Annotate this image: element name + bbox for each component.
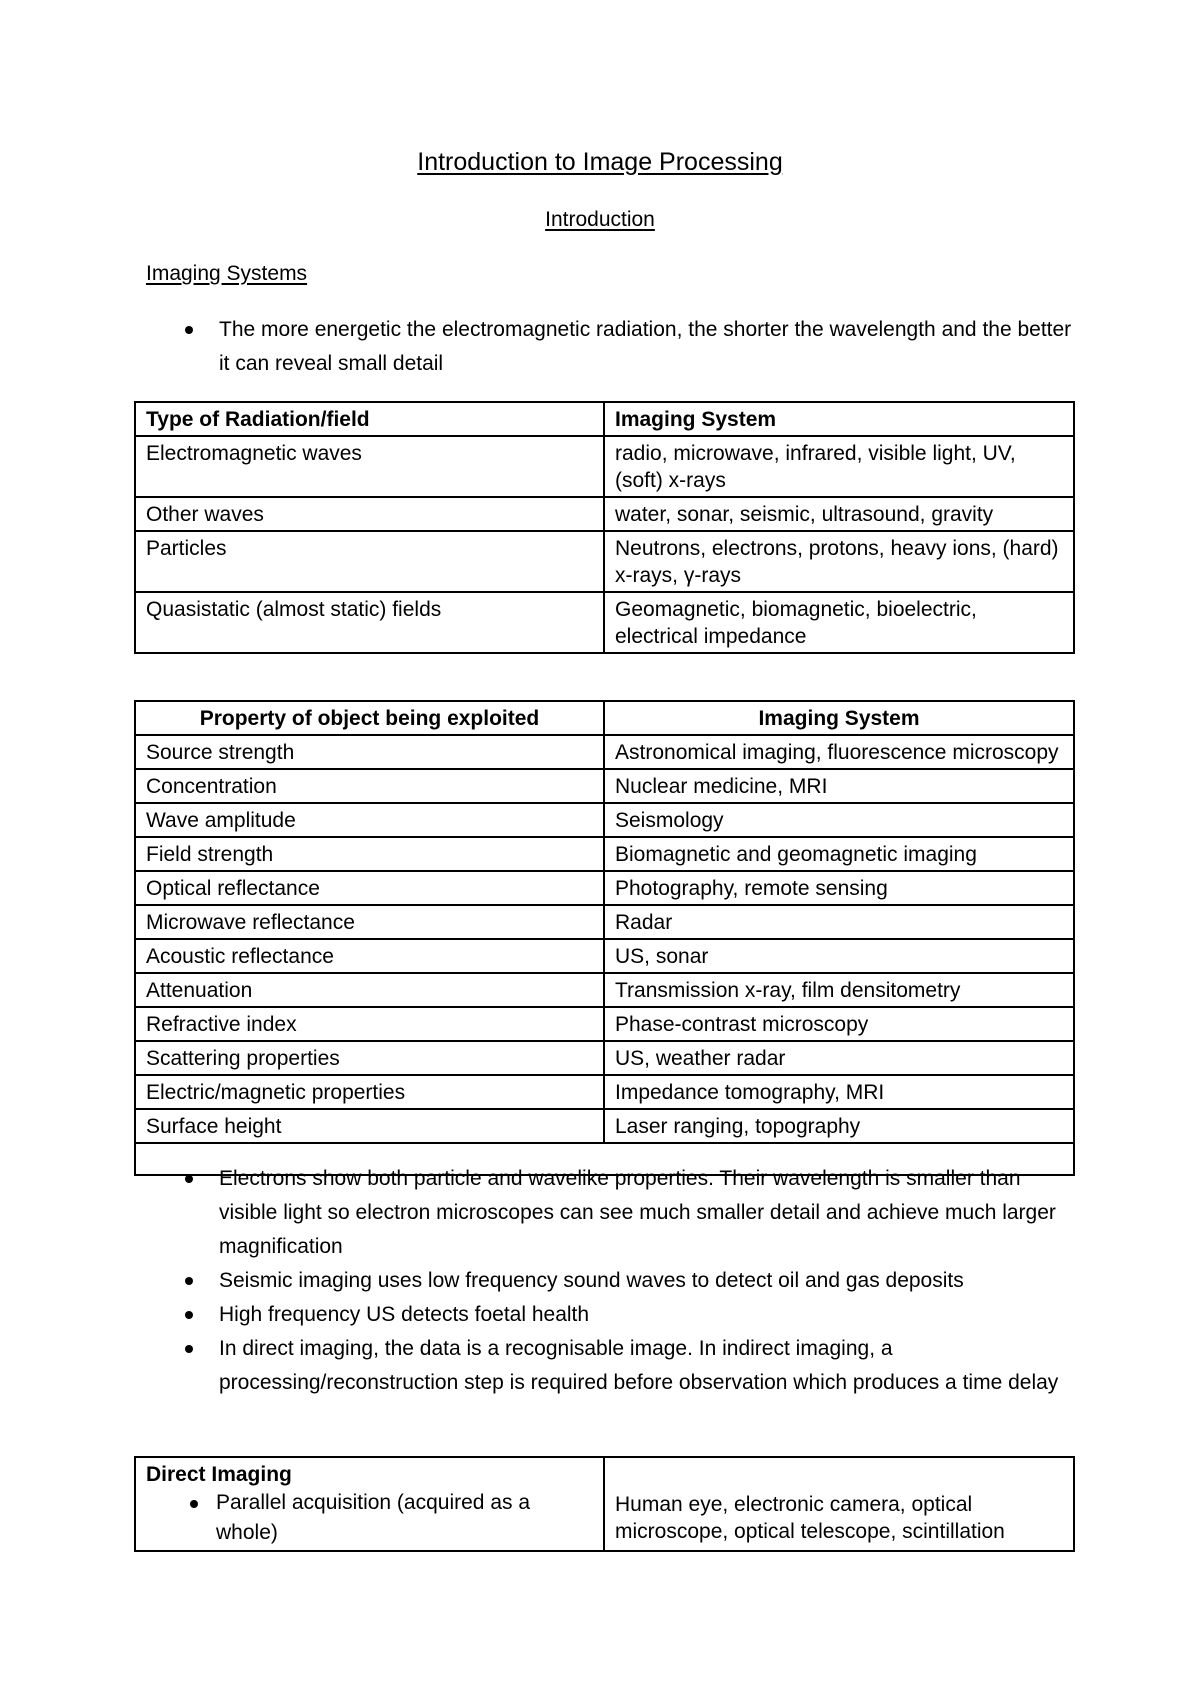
list-item: The more energetic the electromagnetic radiation, the shorter the wavelength and the better it can reveal small detail xyxy=(181,313,1081,381)
radiation-table xyxy=(134,401,1075,654)
table-row xyxy=(135,497,1074,531)
table-cell xyxy=(135,1457,604,1551)
table-cell: water, sonar, seismic, ultrasound, gravity xyxy=(604,497,1074,531)
table-cell: Astronomical imaging, fluorescence microscopy xyxy=(604,735,1074,769)
table-row xyxy=(135,973,1074,1007)
column-header: Property of object being exploited xyxy=(135,701,604,735)
table-cell: Human eye, electronic camera, optical microscope, optical telescope, scintillation xyxy=(604,1457,1074,1551)
table-cell: Radar xyxy=(604,905,1074,939)
subsection-heading: Imaging Systems xyxy=(146,262,308,285)
table-header-row xyxy=(135,701,1074,735)
page-title: Introduction to Image Processing xyxy=(417,148,783,176)
table-cell: Laser ranging, topography xyxy=(604,1109,1074,1143)
table-cell: Geomagnetic, biomagnetic, bioelectric, electrical impedance xyxy=(604,592,1074,653)
table-row xyxy=(135,769,1074,803)
table-row xyxy=(135,905,1074,939)
section-heading: Introduction xyxy=(545,208,655,231)
column-header: Imaging System xyxy=(604,402,1074,436)
table-cell: Other waves xyxy=(135,497,604,531)
table-cell: Electric/magnetic properties xyxy=(135,1075,604,1109)
table-cell: radio, microwave, infrared, visible light, UV, (soft) x-rays xyxy=(604,436,1074,497)
cell-heading: Direct Imaging xyxy=(146,1463,292,1486)
table-cell: Transmission x-ray, film densitometry xyxy=(604,973,1074,1007)
table-cell: Field strength xyxy=(135,837,604,871)
table-cell: Optical reflectance xyxy=(135,871,604,905)
table-cell: Seismology xyxy=(604,803,1074,837)
table-cell: Wave amplitude xyxy=(135,803,604,837)
table-row xyxy=(135,1075,1074,1109)
table-row xyxy=(135,436,1074,497)
table-cell: Biomagnetic and geomagnetic imaging xyxy=(604,837,1074,871)
table-cell: Nuclear medicine, MRI xyxy=(604,769,1074,803)
table-row xyxy=(135,531,1074,592)
list-item: Parallel acquisition (acquired as a whole) xyxy=(146,1488,593,1548)
table-cell: Electromagnetic waves xyxy=(135,436,604,497)
table-cell: Photography, remote sensing xyxy=(604,871,1074,905)
table-row xyxy=(135,1041,1074,1075)
table-row xyxy=(135,803,1074,837)
table-cell: Source strength xyxy=(135,735,604,769)
table-row xyxy=(135,1457,1074,1551)
property-table xyxy=(134,700,1075,1176)
table-cell: Surface height xyxy=(135,1109,604,1143)
table-cell: Attenuation xyxy=(135,973,604,1007)
table-cell: Concentration xyxy=(135,769,604,803)
table-row xyxy=(135,837,1074,871)
table-row xyxy=(135,592,1074,653)
table-cell: US, weather radar xyxy=(604,1041,1074,1075)
table-cell: Acoustic reflectance xyxy=(135,939,604,973)
list-item: High frequency US detects foetal health xyxy=(181,1298,1081,1332)
direct-imaging-table xyxy=(134,1456,1075,1552)
table-cell: Neutrons, electrons, protons, heavy ions, (hard) x-rays, γ-rays xyxy=(604,531,1074,592)
list-item: Electrons show both particle and wavelike properties. Their wavelength is smaller than visible light so electron microscopes can see much smaller detail and achieve much larger magnification xyxy=(181,1162,1081,1264)
body-bullet-list xyxy=(181,1162,1081,1400)
cell-bullet-list xyxy=(146,1488,593,1548)
table-row xyxy=(135,1109,1074,1143)
column-header: Type of Radiation/field xyxy=(135,402,604,436)
table-cell: US, sonar xyxy=(604,939,1074,973)
table-cell: Microwave reflectance xyxy=(135,905,604,939)
table-row xyxy=(135,871,1074,905)
table-cell: Quasistatic (almost static) fields xyxy=(135,592,604,653)
list-item: Seismic imaging uses low frequency sound waves to detect oil and gas deposits xyxy=(181,1264,1081,1298)
table-row xyxy=(135,939,1074,973)
table-row xyxy=(135,735,1074,769)
table-header-row xyxy=(135,402,1074,436)
table-cell: Impedance tomography, MRI xyxy=(604,1075,1074,1109)
table-cell: Refractive index xyxy=(135,1007,604,1041)
list-item: In direct imaging, the data is a recognisable image. In indirect imaging, a processing/reconstruction step is required before observation which produces a time delay xyxy=(181,1332,1081,1400)
intro-bullet-list xyxy=(181,313,1081,381)
table-cell: Phase-contrast microscopy xyxy=(604,1007,1074,1041)
column-header: Imaging System xyxy=(604,701,1074,735)
table-row xyxy=(135,1007,1074,1041)
table-cell: Particles xyxy=(135,531,604,592)
table-cell: Scattering properties xyxy=(135,1041,604,1075)
